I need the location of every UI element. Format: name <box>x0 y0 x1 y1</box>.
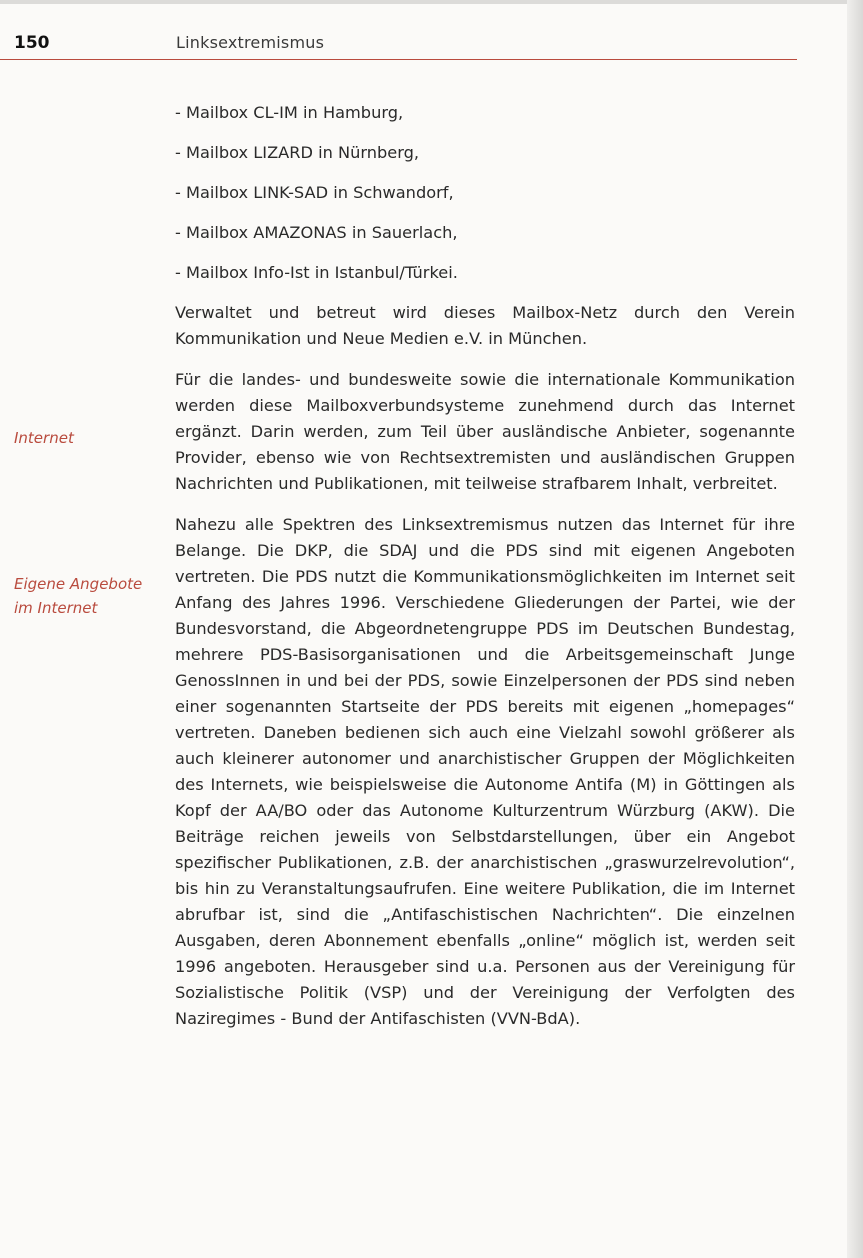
main-text <box>175 100 795 1047</box>
page-header <box>0 30 797 60</box>
page-right-edge <box>847 0 863 1258</box>
paragraph-own-offers: Nahezu alle Spektren des Linksextremismus nutzen das Internet für ihre Belange. Die DKP, die SDAJ und die PDS sind mit eigenen Angeboten vertreten. Die PDS nutzt die Kommunikationsmöglichkeiten im Internet seit Anfang des Jahres 1996. Verschiedene Gliederungen der Partei, wie der Bundesvorstand, die Abgeordnetengruppe PDS im Deutschen Bundestag, mehrere PDS-Basisorganisationen und die Arbeitsgemeinschaft Junge GenossInnen in und bei der PDS, sowie Einzelpersonen der PDS sind neben einer sogenannten Startseite der PDS bereits mit eigenen „homepages“ vertreten. Daneben bedienen sich auch eine Vielzahl sowohl größerer als auch kleinerer autonomer und anarchistischer Gruppen der Möglichkeiten des Internets, wie beispielsweise die Autonome Antifa (M) in Göttingen als Kopf der AA/BO oder das Autonome Kulturzentrum Würzburg (AKW). Die Beiträge reichen jeweils von Selbstdarstellungen, über ein Angebot spezifischer Publikationen, z.B. der anarchistischen „graswurzelrevolution“, bis hin zu Veranstaltungsaufrufen. Eine weitere Publikation, die im Internet abrufbar ist, sind die „Antifaschistischen Nachrichten“. Die einzelnen Ausgaben, deren Abonnement ebenfalls „online“ möglich ist, werden seit 1996 angeboten. Herausgeber sind u.a. Personen aus der Vereinigung für Sozialistische Politik (VSP) und der Vereinigung der Verfolgten des Naziregimes - Bund der Antifaschisten (VVN-BdA). <box>175 515 795 1028</box>
margin-note-own-offers-line2: im Internet <box>14 599 98 617</box>
paragraph-administration: Verwaltet und betreut wird dieses Mailbox-Netz durch den Verein Kommunikation und Neue Medien e.V. in München. <box>175 303 795 348</box>
paragraph-internet-communication: Für die landes- und bundesweite sowie die internationale Kommunikation werden diese Mailboxverbundsysteme zunehmend durch das Internet ergänzt. Darin werden, zum Teil über ausländische Anbieter, sogenannte Provider, ebenso wie von Rechtsextremisten und ausländischen Gruppen Nachrichten und Publikationen, mit teilweise strafbarem Inhalt, verbreitet. <box>175 370 795 493</box>
margin-note-own-offers <box>14 572 142 620</box>
margin-note-internet: Internet <box>14 429 74 447</box>
margin-note-own-offers-line1: Eigene Angebote <box>14 575 143 593</box>
running-title: Linksextremismus <box>176 33 325 52</box>
page-top-edge <box>0 0 863 4</box>
mailbox-list <box>175 100 795 286</box>
header-rule <box>0 59 797 60</box>
list-item: - Mailbox Info-Ist in Istanbul/Türkei. <box>175 263 458 282</box>
page-number: 150 <box>14 33 50 53</box>
list-item: - Mailbox LINK-SAD in Schwandorf, <box>175 183 454 202</box>
list-item: - Mailbox AMAZONAS in Sauerlach, <box>175 223 458 242</box>
list-item: - Mailbox CL-IM in Hamburg, <box>175 103 404 122</box>
list-item: - Mailbox LIZARD in Nürnberg, <box>175 143 420 162</box>
